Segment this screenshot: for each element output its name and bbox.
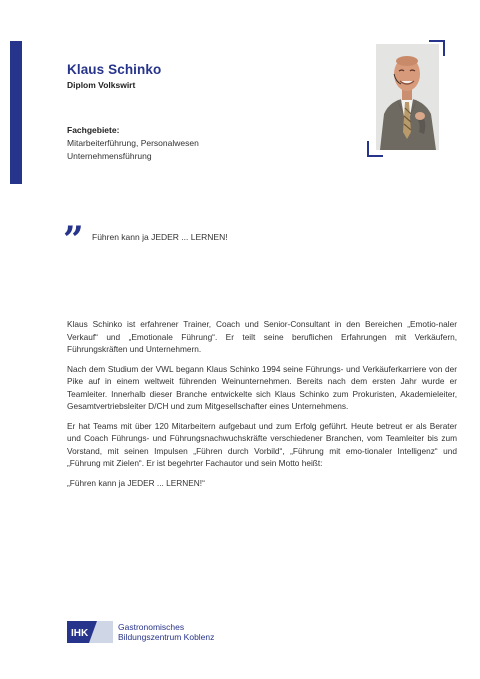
bio-paragraph: Nach dem Studium der VWL begann Klaus Schinko 1994 seine Führungs- und Verkäuferkarriere von der Pike auf in einem weltweit führenden Weinunternehmen. Bereits nach dem ersten Jahr wurde er Teamleiter. Innerhalb dieser Branche entwickelte sich Klaus Schinko zum Prokuristen, Akademieleiter, Gesamtvertriebsleiter D/CH und zum Mitgesellschafter eines Unternehmens. [67, 363, 457, 411]
logo-line: Bildungszentrum Koblenz [118, 632, 215, 642]
expertise-line: Mitarbeiterführung, Personalwesen [67, 138, 199, 148]
bio-paragraph: Er hat Teams mit über 120 Mitarbeitern aufgebaut und zum Erfolg geführt. Heute betreut er als Berater und Coach Führungs- und Führungsnachwuchskräfte verschiedener Branchen, vom Teamleiter bis zum Vorstand, mit seinen Impulsen „Führen durch Vorbild“, „Führung mit emo-tionaler Intelligenz“ und „Führung mit Zielen“. Er ist begehrter Fachautor und sein Motto heißt: [67, 420, 457, 468]
quote-mark-icon: ” [63, 219, 84, 261]
logo-line: Gastronomisches [118, 621, 185, 632]
logo-mark-text: IHK [71, 628, 89, 639]
ihk-logo [67, 621, 214, 643]
quote-text: Führen kann ja JEDER ... LERNEN! [92, 232, 228, 242]
expertise-label: Fachgebiete: [67, 125, 120, 135]
portrait-photo [376, 44, 439, 150]
ihk-logo-icon [67, 621, 113, 643]
expertise-line: Unternehmensführung [67, 151, 152, 161]
accent-bar [10, 41, 22, 184]
bio-paragraph: Klaus Schinko ist erfahrener Trainer, Coach und Senior-Consultant in den Bereichen „Emotio-naler Verkauf“ und „Emotionale Führung“. Er teilt seine beruflichen Erfahrungen mit Verkäufern, Führungskräften und Unternehmern. [67, 319, 457, 354]
person-name: Klaus Schinko [67, 62, 162, 77]
biography [67, 318, 457, 496]
person-title: Diplom Volkswirt [67, 80, 136, 90]
logo-text [118, 622, 214, 643]
bio-motto: „Führen kann ja JEDER ... LERNEN!“ [67, 477, 205, 488]
